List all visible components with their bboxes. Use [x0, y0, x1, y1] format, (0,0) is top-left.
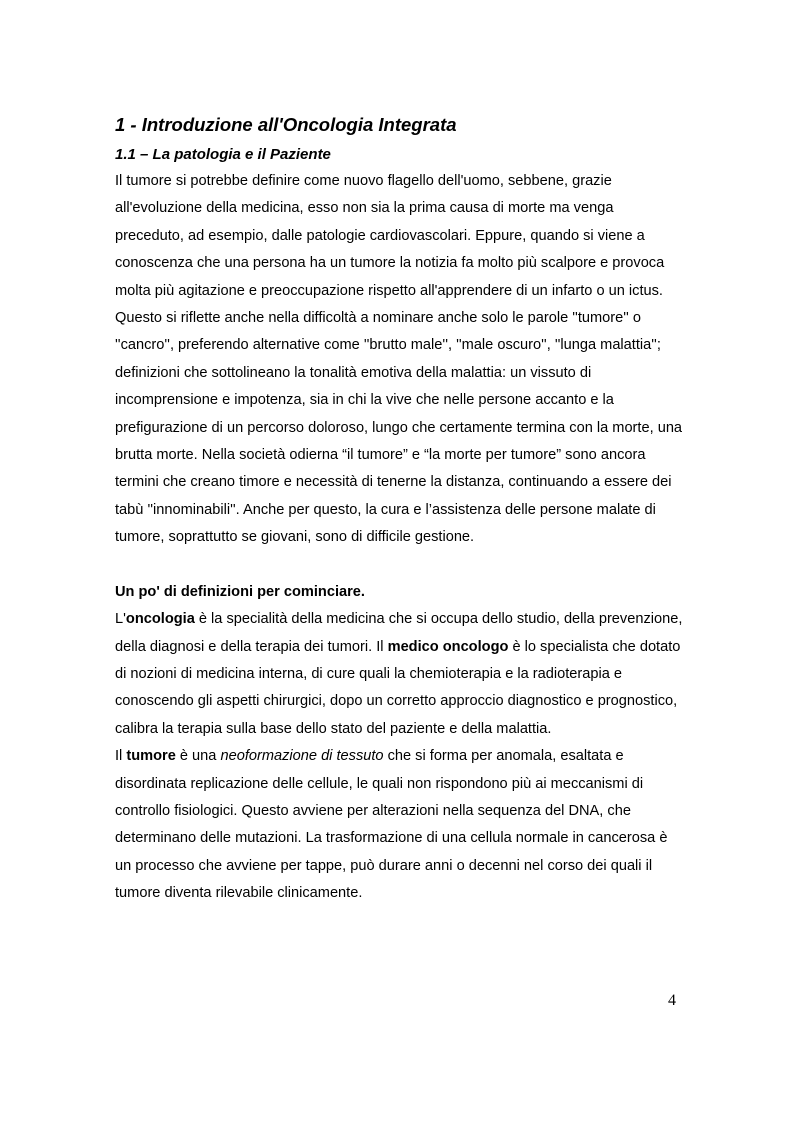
tumore-prefix: Il: [115, 748, 127, 765]
chapter-title: 1 - Introduzione all'Oncologia Integrata: [115, 114, 457, 135]
definitions-heading: Un po' di definizioni per cominciare.: [115, 583, 365, 600]
tumore-middle: è una: [175, 748, 221, 765]
paragraph-intro: Il tumore si potrebbe definire come nuovo flagello dell'uomo, sebbene, grazie all'evoluzione della medicina, esso non sia la prima causa di morte ma venga preceduto, ad esempio, dalle patologie cardiovascolari. Eppure, quando si viene a conoscenza che una persona ha un tumore la notizia fa molto più scalpore e provoca molta più agitazione e preoccupazione rispetto all'apprendere di un infarto o un ictus. Questo si riflette anche nella difficoltà a nominare anche solo le parole ''tumore'' o ''cancro'', preferendo alternative come ''brutto male'', ''male oscuro'', ''lunga malattia''; definizioni che sottolineano la tonalità emotiva della malattia: un vissuto di incomprensione e impotenza, sia in chi la vive che nelle persone accanto e la prefigurazione di un percorso doloroso, lungo che certamente termina con la morte, una brutta morte. Nella società odierna “il tumore” e “la morte per tumore” sono ancora termini che creano timore e necessità di tenerne la distanza, continuando a essere dei tabù ''innominabili''. Anche per questo, la cura e l’assistenza delle persone malate di tumore, soprattutto se giovani, sono di difficile gestione.: [115, 173, 683, 546]
term-medico-oncologo: medico oncologo: [387, 638, 509, 655]
tumore-definition: che si forma per anomala, esaltata e disordinata replicazione delle cellule, le quali non rispondono più ai meccanismi di controllo fisiologici. Questo avviene per alterazioni nella sequenza del DNA, che determinano delle mutazioni. La trasformazione di una cellula normale in cancerosa è un processo che avviene per tappe, può durare anni o decenni nel corso dei quali il tumore diventa rilevabile clinicamente.: [115, 748, 668, 902]
page-content: [115, 113, 685, 908]
paragraph-tumore: [115, 743, 685, 907]
oncologia-prefix: L': [115, 611, 126, 628]
oncologo-definition: è lo specialista che dotato di nozioni di medicina interna, di cure quali la chemioterapia e la radioterapia e conoscendo gli aspetti chirurgici, dopo un corretto approccio diagnostico e prognostico, calibra la terapia sulla base dello stato del paziente e della malattia.: [115, 638, 681, 737]
term-tumore: tumore: [126, 748, 176, 765]
term-oncologia: oncologia: [125, 611, 195, 628]
paragraph-oncologia: [115, 606, 685, 743]
oncologia-definition: è la specialità della medicina che si occupa dello studio, della prevenzione, della diagnosi e della terapia dei tumori. Il: [115, 611, 683, 655]
page-number: 4: [668, 992, 676, 1009]
term-neoformazione: neoformazione di tessuto: [220, 748, 384, 765]
section-title: 1.1 – La patologia e il Paziente: [115, 146, 331, 163]
